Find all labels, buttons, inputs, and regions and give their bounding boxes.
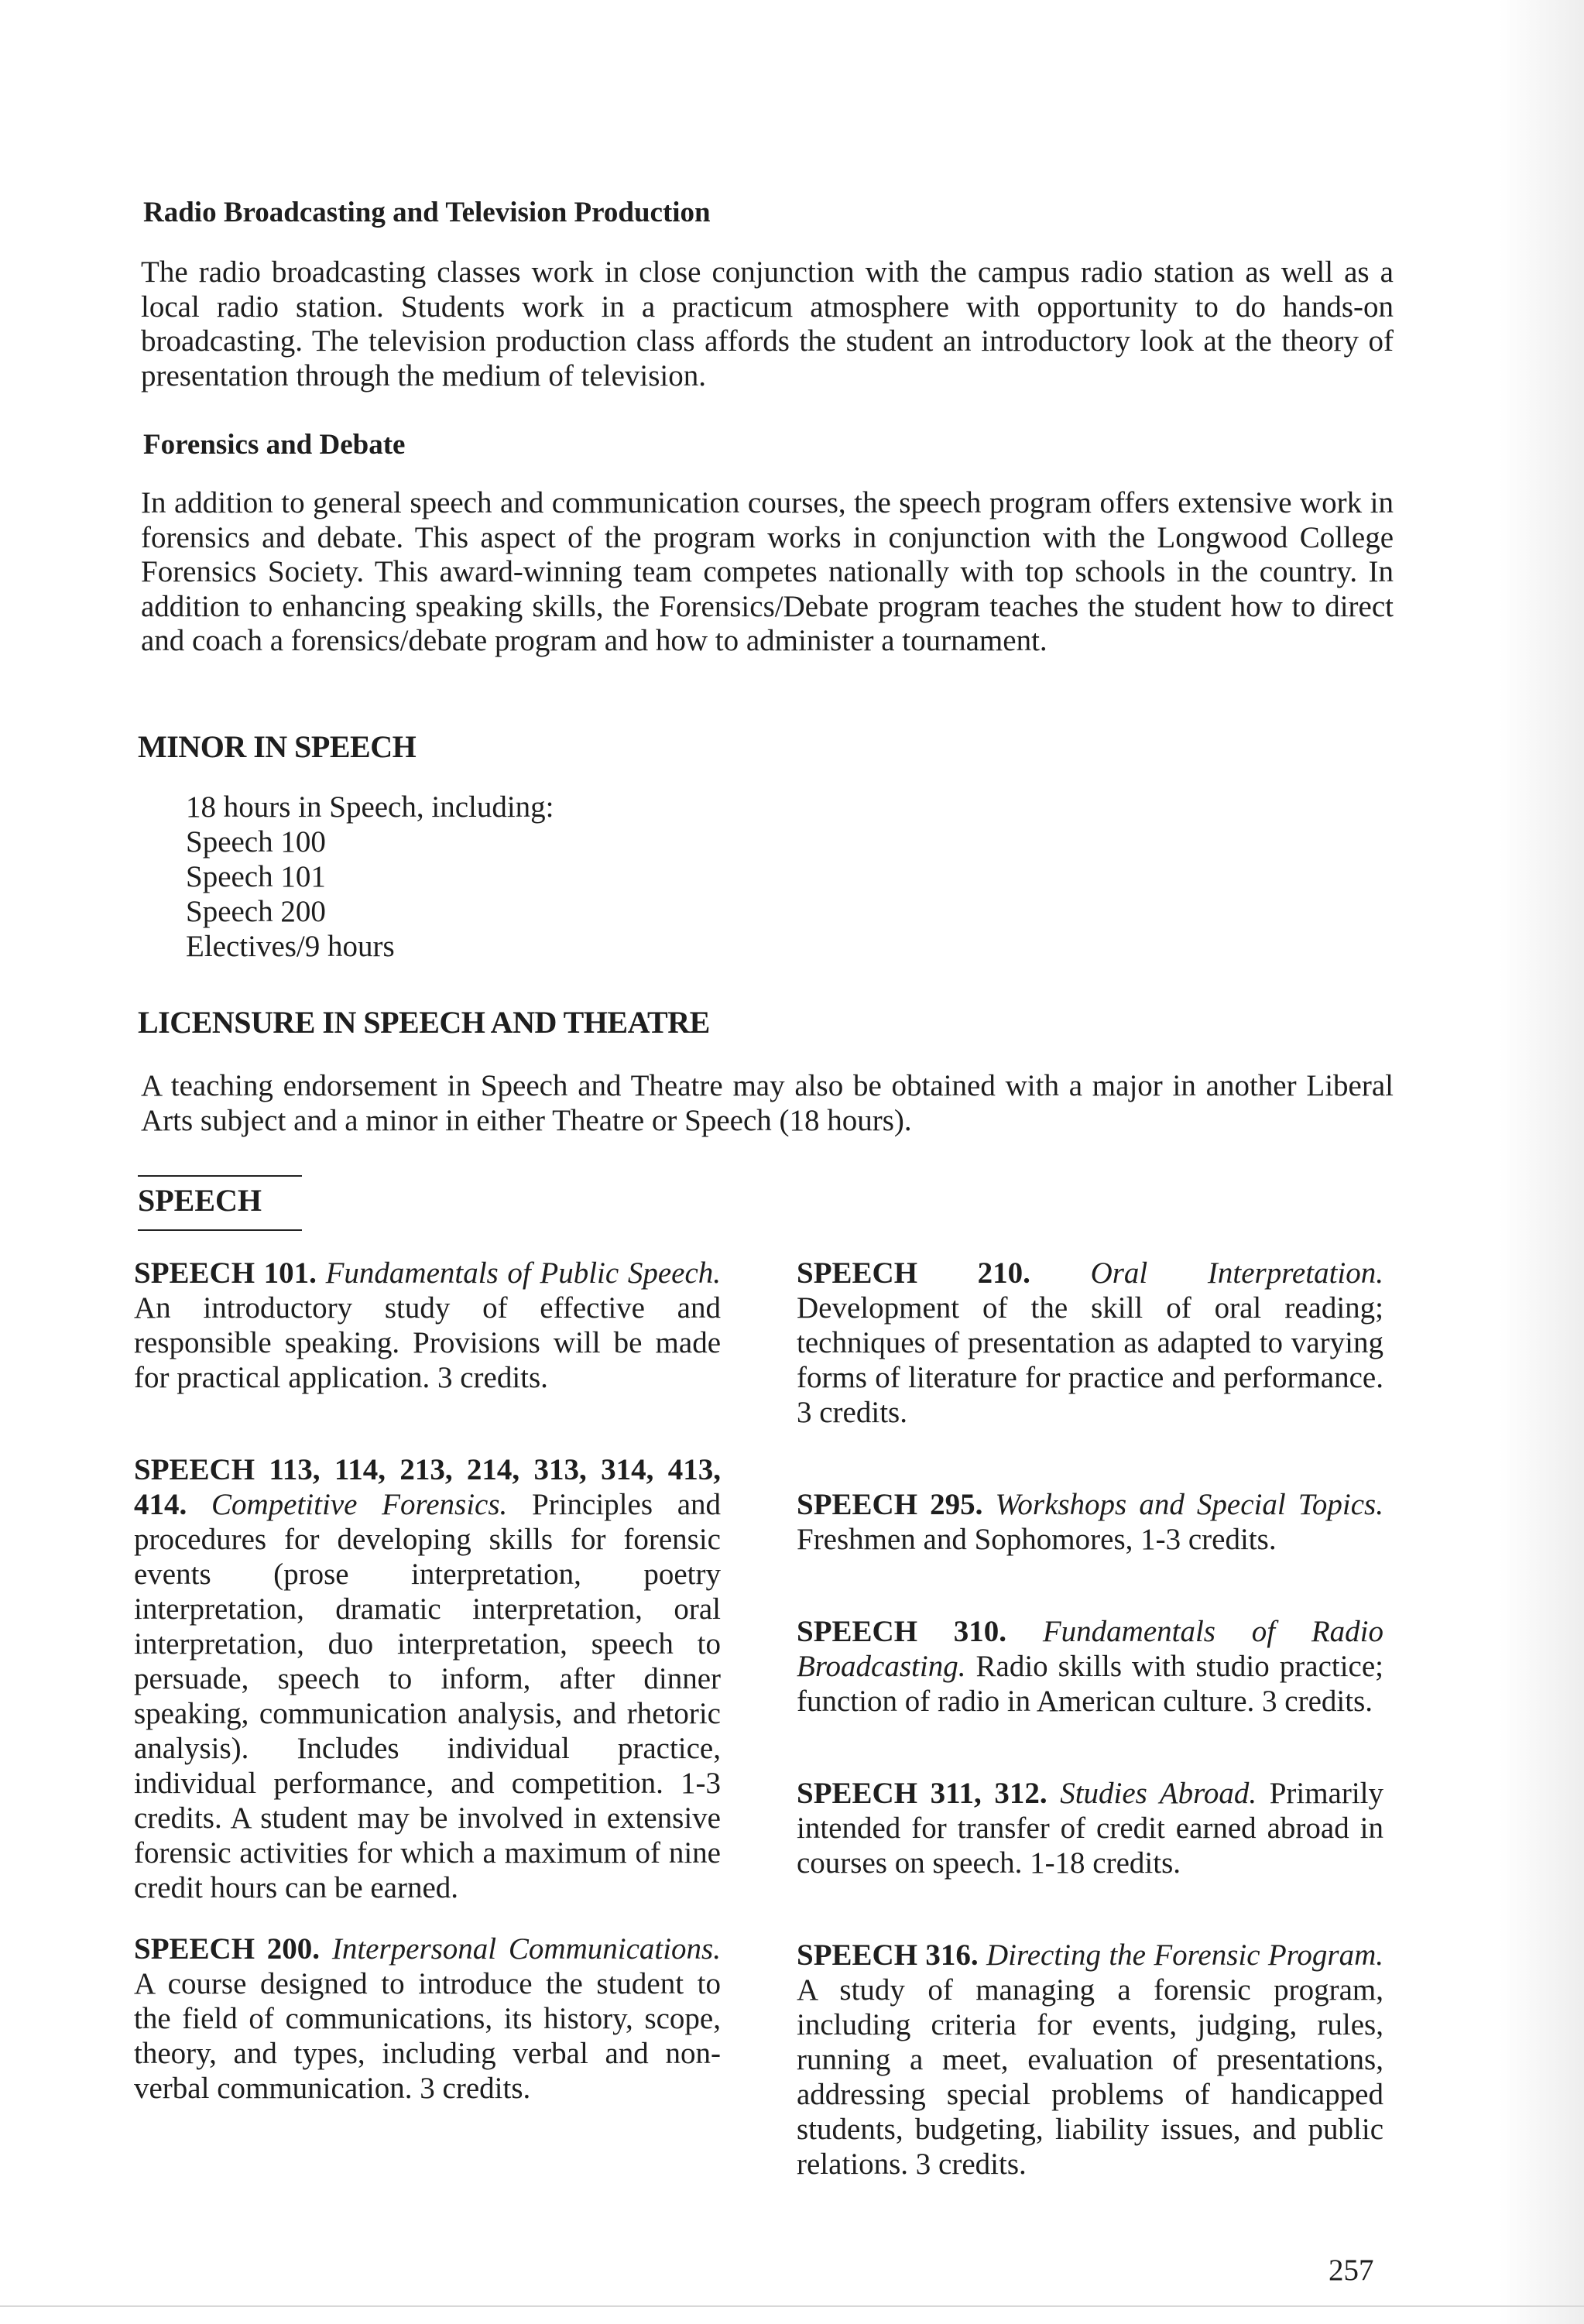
minor-heading: MINOR IN SPEECH [138, 729, 417, 764]
course-entry [134, 1932, 721, 2106]
course-description: A course designed to introduce the student to the field of communications, its history, scope, theory, and types, including verbal and non-verbal communication. 3 credits. [134, 1967, 721, 2105]
course-entry [797, 1487, 1383, 1557]
course-title: Directing the Forensic Program. [986, 1938, 1384, 1972]
course-title: Studies Abroad. [1060, 1777, 1257, 1810]
courses-left-column [134, 1256, 721, 2106]
course-code: SPEECH 295. [797, 1488, 983, 1521]
page-edge-shadow [1499, 0, 1584, 2324]
course-description: Freshmen and Sophomores, 1-3 credits. [797, 1523, 1277, 1556]
course-code: SPEECH 310. [797, 1615, 1007, 1648]
course-entry [797, 1938, 1383, 2182]
course-title: Fundamentals of Public Speech. [325, 1256, 721, 1290]
course-title: Interpersonal Communications. [331, 1932, 721, 1966]
course-entry [797, 1256, 1383, 1430]
radio-tv-paragraph: The radio broadcasting classes work in close conjunction with the campus radio station as well as a local radio station. Students work in a practicum atmosphere with opportunity to do hands-on broadcasting. The television production class affords the student an introductory look at the theory of presentation through the medium of television. [141, 255, 1394, 392]
course-entry [797, 1776, 1383, 1880]
course-title: Competitive Forensics. [211, 1488, 508, 1521]
course-description: An introductory study of effective and responsible speaking. Provisions will be made for practical application. 3 credits. [134, 1291, 721, 1394]
course-description: A study of managing a forensic program, including criteria for events, judging, rules, running a meet, evaluation of presentations, addressing special problems of handicapped students, budgeting, liability issues, and public relations. 3 credits. [797, 1973, 1383, 2181]
course-description: Development of the skill of oral reading; techniques of presentation as adapted to varying forms of literature for practice and performance. 3 credits. [797, 1291, 1383, 1429]
licensure-paragraph: A teaching endorsement in Speech and Theatre may also be obtained with a major in another Liberal Arts subject and a minor in either Theatre or Speech (18 hours). [141, 1069, 1394, 1137]
licensure-heading: LICENSURE IN SPEECH AND THEATRE [138, 1005, 710, 1040]
course-code: SPEECH 101. [134, 1256, 317, 1290]
list-item: Electives/9 hours [186, 930, 395, 963]
course-description: Radio skills with studio practice; function of radio in American culture. 3 credits. [797, 1650, 1384, 1718]
list-item: 18 hours in Speech, including: [186, 790, 554, 824]
course-title: Oral Interpretation. [1090, 1256, 1383, 1290]
course-code: SPEECH 316. [797, 1938, 979, 1972]
forensics-paragraph: In addition to general speech and communication courses, the speech program offers extensive work in forensics and debate. This aspect of the program works in conjunction with the Longwood College Forensics Society. This award-winning team competes nationally with top schools in the country. In addition to enhancing speaking skills, the Forensics/Debate program teaches the student how to direct and coach a forensics/debate program and how to administer a tournament. [141, 486, 1394, 657]
minor-requirements-list [186, 790, 554, 964]
course-title: Workshops and Special Topics. [995, 1488, 1383, 1521]
radio-tv-heading: Radio Broadcasting and Television Production [143, 197, 711, 228]
page-number: 257 [1329, 2254, 1374, 2287]
course-entry [134, 1256, 721, 1395]
course-title: Fundamentals of Radio Broadcasting. [797, 1615, 1383, 1683]
course-code: SPEECH 113, 114, 213, 214, 313, 314, 413, 414. [134, 1453, 721, 1521]
course-code: SPEECH 200. [134, 1932, 321, 1966]
list-item: Speech 101 [186, 860, 326, 893]
page-bottom-edge [0, 2305, 1584, 2307]
speech-heading-rule-top [138, 1175, 302, 1177]
list-item: Speech 200 [186, 895, 326, 928]
course-code: SPEECH 311, 312. [797, 1777, 1047, 1810]
course-description: Principles and procedures for developing skills for forensic events (prose interpretation, poetry interpretation, dramatic interpretation, oral interpretation, duo interpretation, speech to persuade, speech to inform, after dinner speaking, communication analysis, and rhetoric analysis). Includes individual practice, individual performance, and competition. 1-3 credits. A student may be involved in extensive forensic activities for which a maximum of nine credit hours can be earned. [134, 1488, 722, 1904]
courses-right-column [797, 1256, 1383, 2182]
speech-section-heading: SPEECH [138, 1183, 262, 1218]
course-description: Primarily intended for transfer of credit earned abroad in courses on speech. 1-18 credits. [797, 1777, 1384, 1880]
forensics-heading: Forensics and Debate [143, 429, 406, 461]
list-item: Speech 100 [186, 825, 326, 859]
course-code: SPEECH 210. [797, 1256, 1030, 1290]
course-entry [134, 1452, 721, 1905]
speech-heading-rule-bottom [138, 1229, 302, 1231]
course-entry [797, 1614, 1383, 1719]
